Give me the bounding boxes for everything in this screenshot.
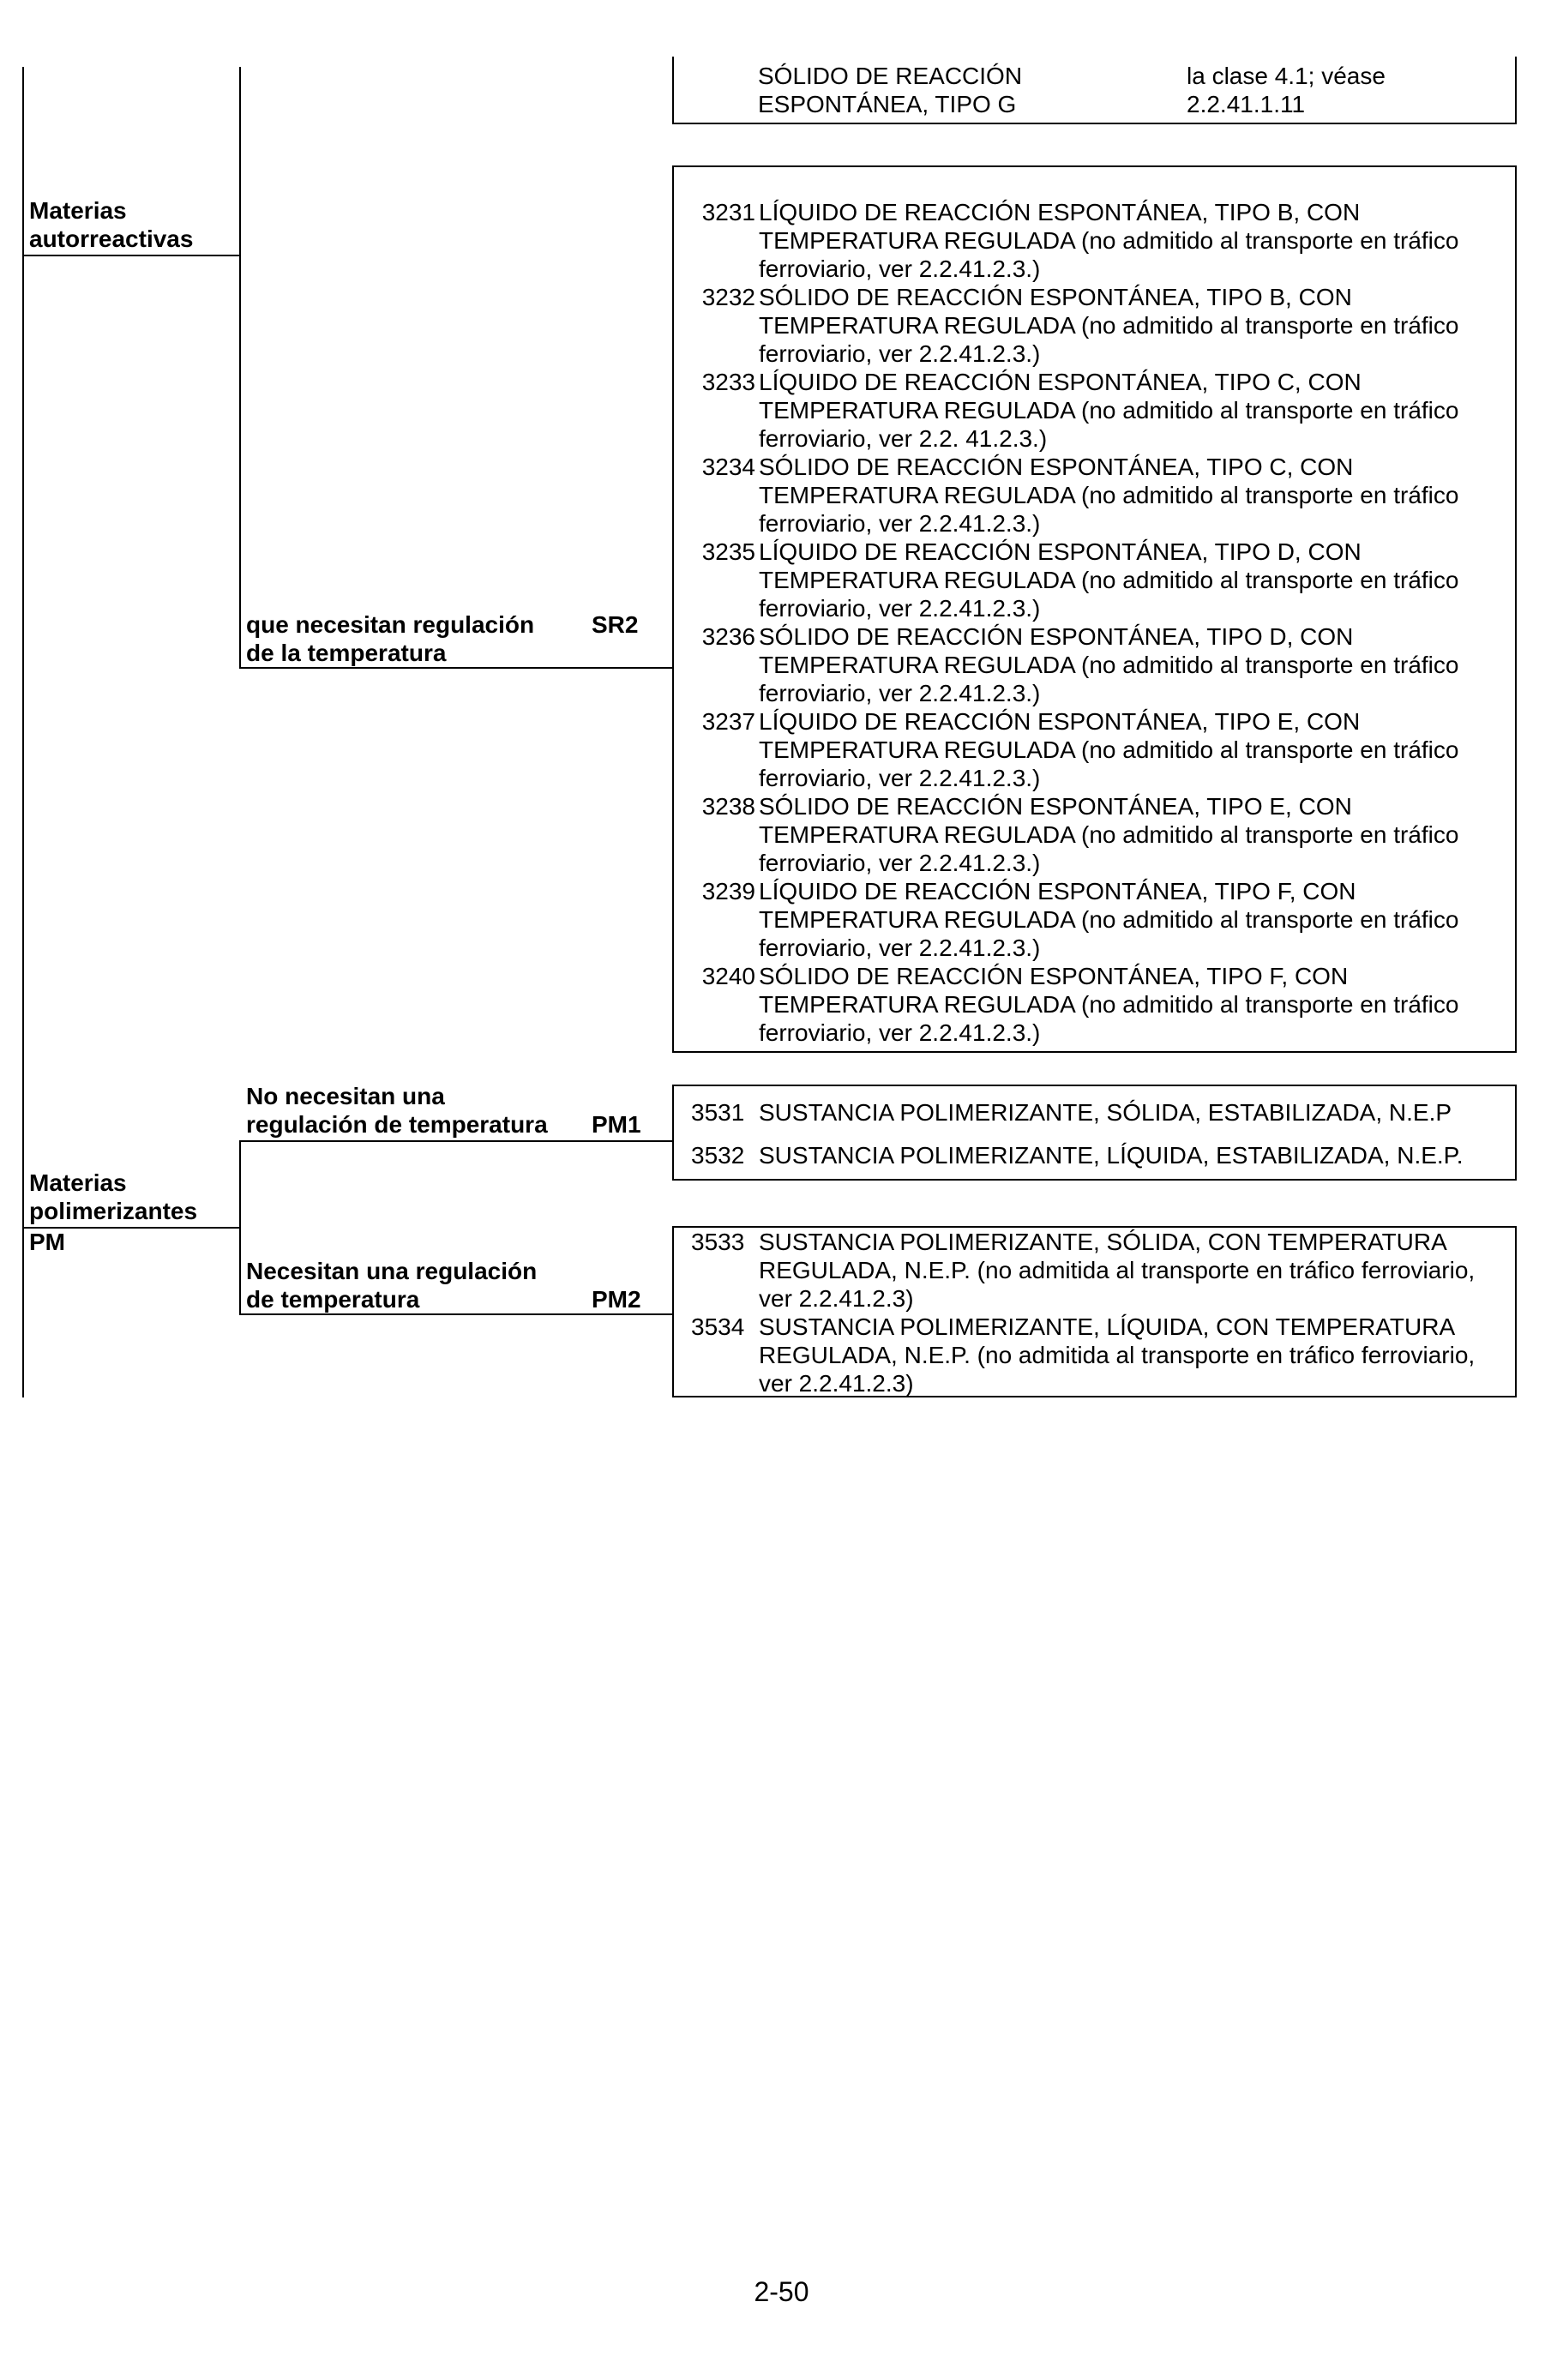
self-reactive-category-label-2: autorreactivas	[29, 225, 194, 252]
polymerizing-category-code: PM	[29, 1229, 65, 1255]
entry-description-line3: ferroviario, ver 2.2.41.2.3.)	[759, 680, 1041, 706]
entry-description-line2: TEMPERATURA REGULADA (no admitido al transporte en tráfico	[759, 991, 1459, 1018]
entry-number: 3231	[701, 199, 755, 225]
entry-description: SUSTANCIA POLIMERIZANTE, LÍQUIDA, ESTABILIZADA, N.E.P.	[759, 1142, 1464, 1169]
entry-description-line2: TEMPERATURA REGULADA (no admitido al transporte en tráfico	[759, 397, 1459, 424]
entry-description-line2: TEMPERATURA REGULADA (no admitido al transporte en tráfico	[759, 567, 1459, 593]
entry-description-line1: LÍQUIDO DE REACCIÓN ESPONTÁNEA, TIPO B, CON	[759, 199, 1361, 225]
page-number: 2-50	[754, 2276, 809, 2307]
entry-number: 3533	[691, 1229, 745, 1255]
top-box-line1-right: la clase 4.1; véase	[1187, 63, 1386, 89]
entry-description-line3: ferroviario, ver 2.2.41.2.3.)	[759, 510, 1041, 537]
entry-number: 3233	[701, 369, 755, 395]
self-reactive-label-underline	[22, 255, 241, 256]
pm1-label-2: regulación de temperatura	[246, 1111, 548, 1138]
sr2-sub-label-1: que necesitan regulación	[246, 611, 535, 638]
entry-description-line3: ferroviario, ver 2.2.41.2.3.)	[759, 255, 1041, 282]
pm1-label-underline	[239, 1140, 672, 1142]
entry-number: 3236	[701, 623, 755, 650]
top-box-line2-left: ESPONTÁNEA, TIPO G	[758, 91, 1017, 117]
pm1-code: PM1	[592, 1111, 641, 1138]
entry-number: 3531	[691, 1099, 745, 1126]
entry-description-line1: LÍQUIDO DE REACCIÓN ESPONTÁNEA, TIPO C, CON	[759, 369, 1362, 395]
entry-description-line1: LÍQUIDO DE REACCIÓN ESPONTÁNEA, TIPO D, CON	[759, 538, 1362, 565]
pm2-label-2: de temperatura	[246, 1286, 420, 1313]
polymerizing-category-label-2: polimerizantes	[29, 1198, 198, 1224]
entry-description-line2: REGULADA, N.E.P. (no admitida al transporte en tráfico ferroviario,	[759, 1342, 1476, 1368]
entry-description-line2: TEMPERATURA REGULADA (no admitido al transporte en tráfico	[759, 652, 1459, 678]
entry-description-line2: TEMPERATURA REGULADA (no admitido al transporte en tráfico	[759, 906, 1459, 933]
middle-vertical-line-top	[239, 67, 241, 669]
entry-description-line1: SUSTANCIA POLIMERIZANTE, LÍQUIDA, CON TEMPERATURA	[759, 1313, 1456, 1340]
top-box-line2-right: 2.2.41.1.11	[1187, 91, 1306, 117]
entry-description-line2: TEMPERATURA REGULADA (no admitido al transporte en tráfico	[759, 736, 1459, 763]
entry-description-line3: ferroviario, ver 2.2.41.2.3.)	[759, 595, 1041, 622]
entry-description-line1: LÍQUIDO DE REACCIÓN ESPONTÁNEA, TIPO E, CON	[759, 708, 1361, 735]
entry-description-line1: SÓLIDO DE REACCIÓN ESPONTÁNEA, TIPO C, CON	[759, 454, 1354, 480]
pm1-label-1: No necesitan una	[246, 1083, 445, 1109]
entry-description-line3: ferroviario, ver 2.2.41.2.3.)	[759, 850, 1041, 876]
self-reactive-category-label-1: Materias	[29, 197, 127, 224]
pm2-code: PM2	[592, 1286, 641, 1313]
sr2-entries-box	[672, 165, 1517, 1053]
entry-description-line3: ver 2.2.41.2.3)	[759, 1370, 914, 1397]
entry-description-line1: SÓLIDO DE REACCIÓN ESPONTÁNEA, TIPO D, CON	[759, 623, 1354, 650]
entry-description-line2: TEMPERATURA REGULADA (no admitido al transporte en tráfico	[759, 482, 1459, 508]
entry-number: 3234	[701, 454, 755, 480]
entry-description-line3: ver 2.2.41.2.3)	[759, 1285, 914, 1312]
entry-number: 3237	[701, 708, 755, 735]
entry-description-line1: SÓLIDO DE REACCIÓN ESPONTÁNEA, TIPO F, CON	[759, 963, 1349, 989]
entry-description-line2: TEMPERATURA REGULADA (no admitido al transporte en tráfico	[759, 821, 1459, 848]
entry-number: 3232	[701, 284, 755, 310]
sr2-label-underline	[239, 667, 672, 669]
entry-description-line1: SÓLIDO DE REACCIÓN ESPONTÁNEA, TIPO E, CON	[759, 793, 1352, 820]
entry-description-line3: ferroviario, ver 2.2.41.2.3.)	[759, 340, 1041, 367]
entry-description-line2: TEMPERATURA REGULADA (no admitido al transporte en tráfico	[759, 227, 1459, 254]
entry-description-line1: LÍQUIDO DE REACCIÓN ESPONTÁNEA, TIPO F, CON	[759, 878, 1356, 905]
left-vertical-line	[22, 67, 24, 1397]
entry-number: 3239	[701, 878, 755, 905]
entry-number: 3238	[701, 793, 755, 820]
entry-description-line3: ferroviario, ver 2.2.41.2.3.)	[759, 765, 1041, 791]
entry-description-line1: SÓLIDO DE REACCIÓN ESPONTÁNEA, TIPO B, CON	[759, 284, 1352, 310]
top-box-line1-left: SÓLIDO DE REACCIÓN	[758, 63, 1023, 89]
pm2-label-1: Necesitan una regulación	[246, 1258, 538, 1284]
entry-description: SUSTANCIA POLIMERIZANTE, SÓLIDA, ESTABILIZADA, N.E.P	[759, 1099, 1452, 1126]
sr2-sub-label-2: de la temperatura	[246, 640, 447, 666]
pm2-label-underline	[239, 1313, 672, 1315]
sr2-code: SR2	[592, 611, 639, 638]
entry-number: 3534	[691, 1313, 745, 1340]
middle-vertical-line-bottom	[239, 1142, 241, 1315]
entry-number: 3532	[691, 1142, 745, 1169]
entry-description-line2: REGULADA, N.E.P. (no admitida al transporte en tráfico ferroviario,	[759, 1257, 1476, 1283]
entry-description-line3: ferroviario, ver 2.2. 41.2.3.)	[759, 425, 1048, 452]
entry-number: 3235	[701, 538, 755, 565]
pm2-entries-box	[672, 1226, 1517, 1397]
entry-description-line2: TEMPERATURA REGULADA (no admitido al transporte en tráfico	[759, 312, 1459, 339]
polymerizing-category-label-1: Materias	[29, 1169, 127, 1196]
entry-number: 3240	[701, 963, 755, 989]
pm1-entries-box	[672, 1085, 1517, 1181]
top-entry-box	[672, 57, 1517, 124]
entry-description-line1: SUSTANCIA POLIMERIZANTE, SÓLIDA, CON TEMPERATURA	[759, 1229, 1447, 1255]
entry-description-line3: ferroviario, ver 2.2.41.2.3.)	[759, 935, 1041, 961]
entry-description-line3: ferroviario, ver 2.2.41.2.3.)	[759, 1019, 1041, 1046]
